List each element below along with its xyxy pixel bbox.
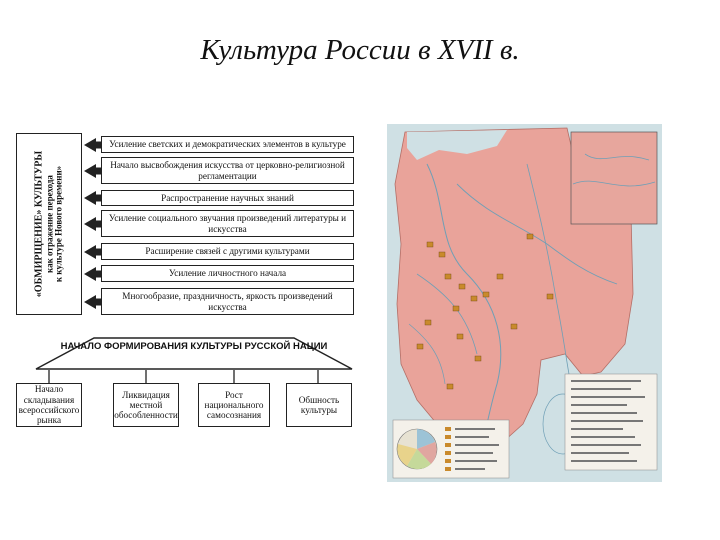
diagram-row-text: Расширение связей с другими культурами	[101, 243, 354, 260]
base-item: Рост национального самосознания	[198, 383, 270, 427]
diagram-row-text: Усиление светских и демократических элементов в культуре	[101, 136, 354, 153]
map-graphic	[387, 124, 662, 482]
secularization-label	[34, 151, 63, 297]
diagram-row	[84, 157, 354, 184]
diagram-row	[84, 243, 354, 260]
diagram-row-text: Усиление социального звучания произведений литературы и искусства	[101, 210, 354, 237]
base-item: Начало складывания всероссийского рынка	[16, 383, 82, 427]
secularization-subtitle-2: к культуре Нового времени»	[53, 165, 64, 283]
historical-map	[387, 124, 662, 482]
slide-title: Культура России в XVII в.	[200, 34, 520, 66]
diagram-row-text: Многообразие, праздничность, яркость произведений искусства	[101, 288, 354, 315]
diagram-row	[84, 190, 354, 206]
diagram-row	[84, 265, 354, 282]
diagram-row	[84, 288, 354, 315]
base-item: Обшность культуры	[286, 383, 352, 427]
banner-title: НАЧАЛО ФОРМИРОВАНИЯ КУЛЬТУРЫ РУССКОЙ НАЦИИ	[60, 341, 328, 352]
diagram-row-text: Начало высвобождения искусства от церковно-религиозной регламентации	[101, 157, 354, 184]
secularization-subtitle-1: как отражение перехода	[43, 175, 54, 273]
nation-culture-banner	[34, 336, 354, 370]
base-item: Ликвидация местной обособленности	[113, 383, 179, 427]
diagram-row-text: Распространение научных знаний	[101, 190, 354, 206]
diagram-row	[84, 136, 354, 153]
diagram-row	[84, 210, 354, 237]
secularization-title: «ОБМИРЩЕНИЕ» КУЛЬТУРЫ	[33, 150, 45, 298]
diagram-row-text: Усиление личностного начала	[101, 265, 354, 282]
secularization-box	[16, 133, 82, 315]
